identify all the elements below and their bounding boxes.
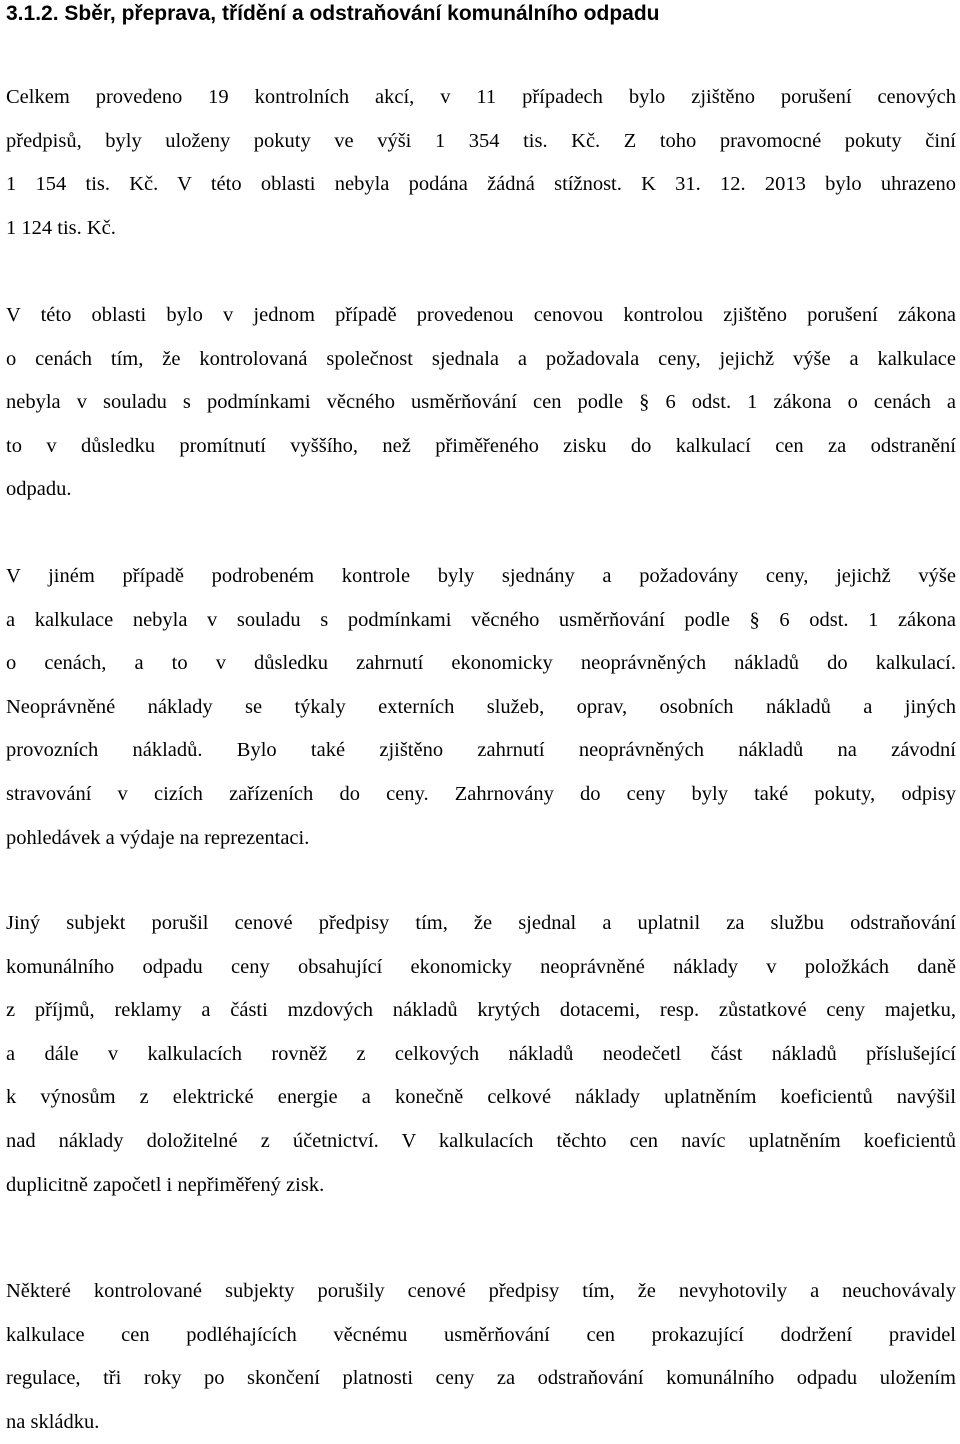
section-heading: 3.1.2. Sběr, přeprava, třídění a odstraňování komunálního odpadu	[6, 2, 660, 25]
text-line: nebyla v souladu s podmínkami věcného usměrňování cen podle § 6 odst. 1 zákona o cenách a	[6, 391, 956, 414]
paragraph-case-1	[6, 294, 956, 512]
text-line: a kalkulace nebyla v souladu s podmínkami věcného usměrňování podle § 6 odst. 1 zákona	[6, 608, 956, 631]
text-line: a dále v kalkulacích rovněž z celkových nákladů neodečetl část nákladů příslušející	[6, 1042, 956, 1065]
text-line: pohledávek a výdaje na reprezentaci.	[6, 826, 310, 849]
paragraph-case-3	[6, 902, 956, 1207]
text-line: duplicitně započetl i nepřiměřený zisk.	[6, 1173, 325, 1196]
text-line: odpadu.	[6, 478, 72, 501]
text-line: na skládku.	[6, 1410, 100, 1433]
text-line: kalkulace cen podléhajících věcnému usměrňování cen prokazující dodržení pravidel	[6, 1323, 956, 1346]
text-line: komunálního odpadu ceny obsahující ekonomicky neoprávněné náklady v položkách daně	[6, 955, 956, 978]
text-line: regulace, tři roky po skončení platnosti ceny za odstraňování komunálního odpadu uložením	[6, 1367, 956, 1390]
text-line: provozních nákladů. Bylo také zjištěno zahrnutí neoprávněných nákladů na závodní	[6, 739, 956, 762]
text-line: 1 154 tis. Kč. V této oblasti nebyla podána žádná stížnost. K 31. 12. 2013 bylo uhrazeno	[6, 173, 956, 196]
paragraph-case-2	[6, 555, 956, 860]
text-line: Celkem provedeno 19 kontrolních akcí, v 11 případech bylo zjištěno porušení cenových	[6, 86, 956, 108]
text-line: V jiném případě podrobeném kontrole byly sjednány a požadovány ceny, jejichž výše	[6, 565, 956, 587]
text-line: o cenách tím, že kontrolovaná společnost sjednala a požadovala ceny, jejichž výše a kalkulace	[6, 347, 956, 370]
text-line: o cenách, a to v důsledku zahrnutí ekonomicky neoprávněných nákladů do kalkulací.	[6, 652, 956, 675]
text-line: 1 124 tis. Kč.	[6, 216, 116, 239]
text-line: předpisů, byly uloženy pokuty ve výši 1 354 tis. Kč. Z toho pravomocné pokuty činí	[6, 129, 956, 152]
paragraph-case-4	[6, 1270, 956, 1444]
text-line: V této oblasti bylo v jednom případě provedenou cenovou kontrolou zjištěno porušení zákona	[6, 304, 956, 326]
text-line: Jiný subjekt porušil cenové předpisy tím, že sjednal a uplatnil za službu odstraňování	[6, 912, 956, 934]
text-line: nad náklady doložitelné z účetnictví. V kalkulacích těchto cen navíc uplatněním koeficientů	[6, 1129, 956, 1152]
text-line: Neoprávněné náklady se týkaly externích služeb, oprav, osobních nákladů a jiných	[6, 695, 956, 718]
paragraph-summary	[6, 76, 956, 250]
text-line: Některé kontrolované subjekty porušily cenové předpisy tím, že nevyhotovily a neuchovávaly	[6, 1280, 956, 1302]
text-line: k výnosům z elektrické energie a konečně celkové náklady uplatněním koeficientů navýšil	[6, 1086, 956, 1109]
text-line: stravování v cizích zařízeních do ceny. Zahrnovány do ceny byly také pokuty, odpisy	[6, 782, 956, 805]
text-line: z příjmů, reklamy a části mzdových nákladů krytých dotacemi, resp. zůstatkové ceny majetku,	[6, 999, 956, 1022]
text-line: to v důsledku promítnutí vyššího, než přiměřeného zisku do kalkulací cen za odstranění	[6, 434, 956, 457]
